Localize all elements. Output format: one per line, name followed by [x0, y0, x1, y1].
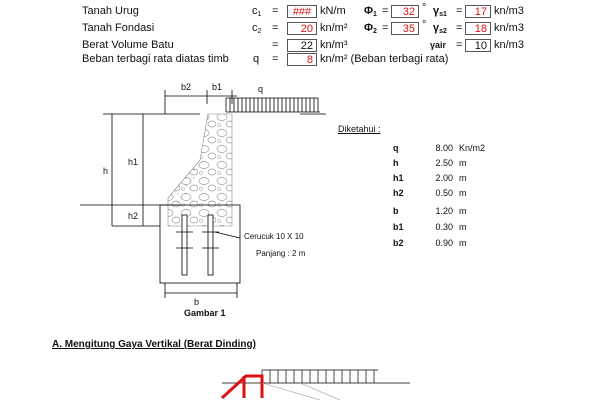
param-unit: m — [459, 222, 467, 232]
unit: ° — [422, 2, 427, 14]
list-item — [393, 142, 593, 155]
label-panjang: Panjang : 2 m — [256, 249, 306, 258]
list-item — [393, 205, 593, 218]
dimension-bottom — [165, 283, 237, 298]
param-key: b1 — [393, 222, 404, 232]
param-unit: m — [459, 238, 467, 248]
section-a-drawing — [222, 370, 410, 400]
row-label: Berat Volume Batu — [82, 39, 174, 51]
row-label: Tanah Urug — [82, 5, 139, 17]
symbol-gamma: $\gamma_{s1}$ — [433, 5, 447, 18]
symbol-gamma: $\gamma_{s2}$ — [433, 22, 447, 35]
label-b1: b1 — [212, 82, 223, 92]
row-label: Beban terbagi rata diatas timb — [82, 53, 229, 65]
symbol: $c_1$ — [252, 5, 262, 18]
list-item — [393, 157, 593, 170]
value-cell[interactable]: 20 — [287, 22, 317, 35]
list-item — [393, 237, 593, 250]
value-cell[interactable]: 17 — [465, 5, 491, 18]
label-h1: h1 — [128, 157, 139, 167]
list-item — [393, 221, 593, 234]
param-value: 0.50 — [435, 188, 453, 198]
value-cell[interactable]: 22 — [287, 39, 317, 52]
list-item — [393, 172, 593, 185]
param-unit: m — [459, 158, 467, 168]
unit: kn/m² — [320, 22, 348, 34]
param-unit: m — [459, 188, 467, 198]
param-value: 1.20 — [435, 206, 453, 216]
equals: = — [382, 5, 389, 17]
equals: = — [272, 53, 279, 65]
param-key: h1 — [393, 173, 404, 183]
param-value: 0.90 — [435, 238, 453, 248]
param-value: 2.50 — [435, 158, 453, 168]
label-b: b — [194, 297, 200, 307]
param-key: b2 — [393, 238, 404, 248]
unit: kn/m² (Beban terbagi rata) — [320, 53, 449, 65]
surcharge-load — [226, 98, 326, 114]
stone-wall — [168, 114, 232, 226]
param-unit: m — [459, 206, 467, 216]
equals: = — [456, 5, 463, 17]
section-title: A. Mengitung Gaya Vertikal (Berat Dinding) — [52, 339, 256, 350]
unit: ° — [422, 19, 427, 31]
param-key: h — [393, 158, 399, 168]
symbol-gamma-air: γair — [430, 40, 447, 50]
list-item — [393, 187, 593, 200]
unit: kn/m3 — [494, 5, 524, 17]
value-cell[interactable]: 18 — [465, 22, 491, 35]
param-key: b — [393, 206, 399, 216]
param-value: 0.30 — [435, 222, 453, 232]
label-h: h — [103, 166, 109, 176]
param-key: h2 — [393, 188, 404, 198]
symbol: q — [253, 53, 260, 65]
figure-caption: Gambar 1 — [184, 308, 226, 318]
param-key: q — [393, 143, 399, 153]
equals: = — [382, 22, 389, 34]
value-cell[interactable]: ### — [287, 5, 317, 18]
value-cell[interactable]: 35 — [391, 22, 419, 35]
param-unit: Kn/m2 — [459, 143, 486, 153]
equals: = — [272, 22, 279, 34]
equals: = — [272, 5, 279, 17]
diketahui-title: Diketahui : — [338, 124, 381, 134]
param-unit: m — [459, 173, 467, 183]
symbol: $c_2$ — [252, 22, 262, 35]
label-b2: b2 — [181, 82, 192, 92]
label-q: q — [258, 84, 264, 94]
equals: = — [272, 39, 279, 51]
label-cerucuk: Cerucuk 10 X 10 — [244, 232, 304, 241]
unit: kn/m³ — [320, 39, 348, 51]
unit: kn/m3 — [494, 39, 524, 51]
equals: = — [456, 39, 463, 51]
label-h2: h2 — [128, 211, 139, 221]
value-cell[interactable]: 32 — [391, 5, 419, 18]
value-cell[interactable]: 8 — [287, 53, 317, 66]
equals: = — [456, 22, 463, 34]
param-value: 8.00 — [435, 143, 453, 153]
unit: kN/m — [320, 5, 346, 17]
symbol-phi: $\Phi_1$ — [364, 5, 377, 18]
symbol-phi: $\Phi_2$ — [364, 22, 377, 35]
param-value: 2.00 — [435, 173, 453, 183]
row-label: Tanah Fondasi — [82, 22, 155, 34]
unit: kn/m3 — [494, 22, 524, 34]
value-cell[interactable]: 10 — [465, 39, 491, 52]
